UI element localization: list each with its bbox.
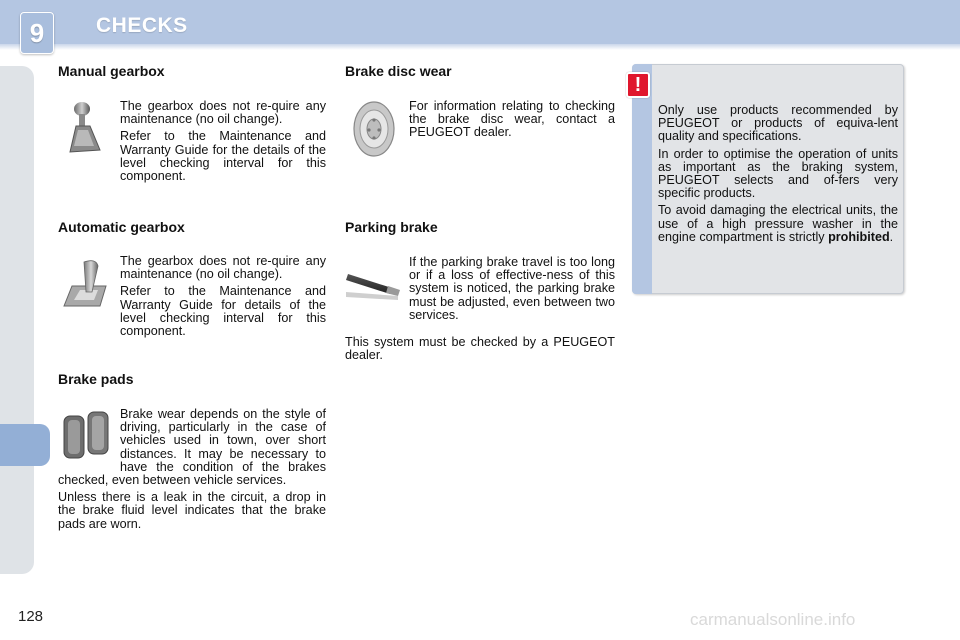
heading-brake-disc-wear: Brake disc wear xyxy=(345,63,452,79)
automatic-gearbox-p2: Refer to the Maintenance and Warranty Guide for details of the level checking interval for this component. xyxy=(120,284,326,339)
side-thumb-strip xyxy=(0,66,34,574)
warning-box-side-bar xyxy=(632,64,652,294)
parking-brake-p1: If the parking brake travel is too long or if a loss of effective-ness of this system is noticed, the parking brake must be adjusted, even between two services. xyxy=(409,255,615,322)
manual-gearbox-text xyxy=(120,100,326,187)
warning-p3-end: . xyxy=(889,229,894,244)
heading-brake-pads: Brake pads xyxy=(58,371,134,387)
heading-parking-brake: Parking brake xyxy=(345,219,438,235)
parking-brake-text-2 xyxy=(345,336,615,366)
warning-text xyxy=(658,104,898,248)
heading-manual-gearbox: Manual gearbox xyxy=(58,63,165,79)
automatic-gearbox-text xyxy=(120,255,326,342)
warning-p3 xyxy=(658,204,898,244)
manual-gearbox-p2: Refer to the Maintenance and Warranty Guide for the details of the level checking interval for this component. xyxy=(120,129,326,184)
parking-brake-lever-icon xyxy=(344,264,402,309)
heading-automatic-gearbox: Automatic gearbox xyxy=(58,219,185,235)
parking-brake-text xyxy=(409,256,615,326)
warning-p3-text: To avoid damaging the electrical units, the use of a high pressure washer in the engine compartment is strictly xyxy=(658,203,898,244)
parking-brake-p2: This system must be checked by a PEUGEOT dealer. xyxy=(345,335,615,363)
page-number: 128 xyxy=(18,608,44,625)
automatic-gearbox-p1: The gearbox does not re-quire any maintenance (no oil change). xyxy=(120,254,326,282)
page-title: CHECKS xyxy=(96,14,188,37)
brake-disc-icon xyxy=(350,100,398,163)
automatic-gear-selector-icon xyxy=(60,256,110,317)
side-chapter-marker xyxy=(0,424,50,466)
warning-exclamation-icon: ! xyxy=(626,72,650,98)
brake-disc-text xyxy=(409,100,615,144)
brake-pads-p1 xyxy=(58,408,326,487)
warning-p3-bold: prohibited xyxy=(828,229,890,244)
brake-pads-p1-text: Brake wear depends on the style of driving, particularly in the case of vehicles used in town, over short distances. It may be necessary to have the condition of the brakes checked, even between vehicle services. xyxy=(58,407,326,488)
brake-pads-text xyxy=(58,408,326,535)
chapter-number: 9 xyxy=(29,18,45,48)
manual-gearbox-p1: The gearbox does not re-quire any maintenance (no oil change). xyxy=(120,99,326,127)
warning-p1: Only use products recommended by PEUGEOT or products of equiva-lent quality and specifications. xyxy=(658,103,898,144)
brake-disc-p1: For information relating to checking the brake disc wear, contact a PEUGEOT dealer. xyxy=(409,99,615,140)
brake-pads-p2: Unless there is a leak in the circuit, a drop in the brake fluid level indicates that the brake pads are worn. xyxy=(58,490,326,531)
watermark: carmanualsonline.info xyxy=(690,610,856,629)
manual-gear-lever-icon xyxy=(62,100,106,161)
warning-p2: In order to optimise the operation of units as important as the braking system, PEUGEOT selects and of-fers very specific products. xyxy=(658,146,898,201)
